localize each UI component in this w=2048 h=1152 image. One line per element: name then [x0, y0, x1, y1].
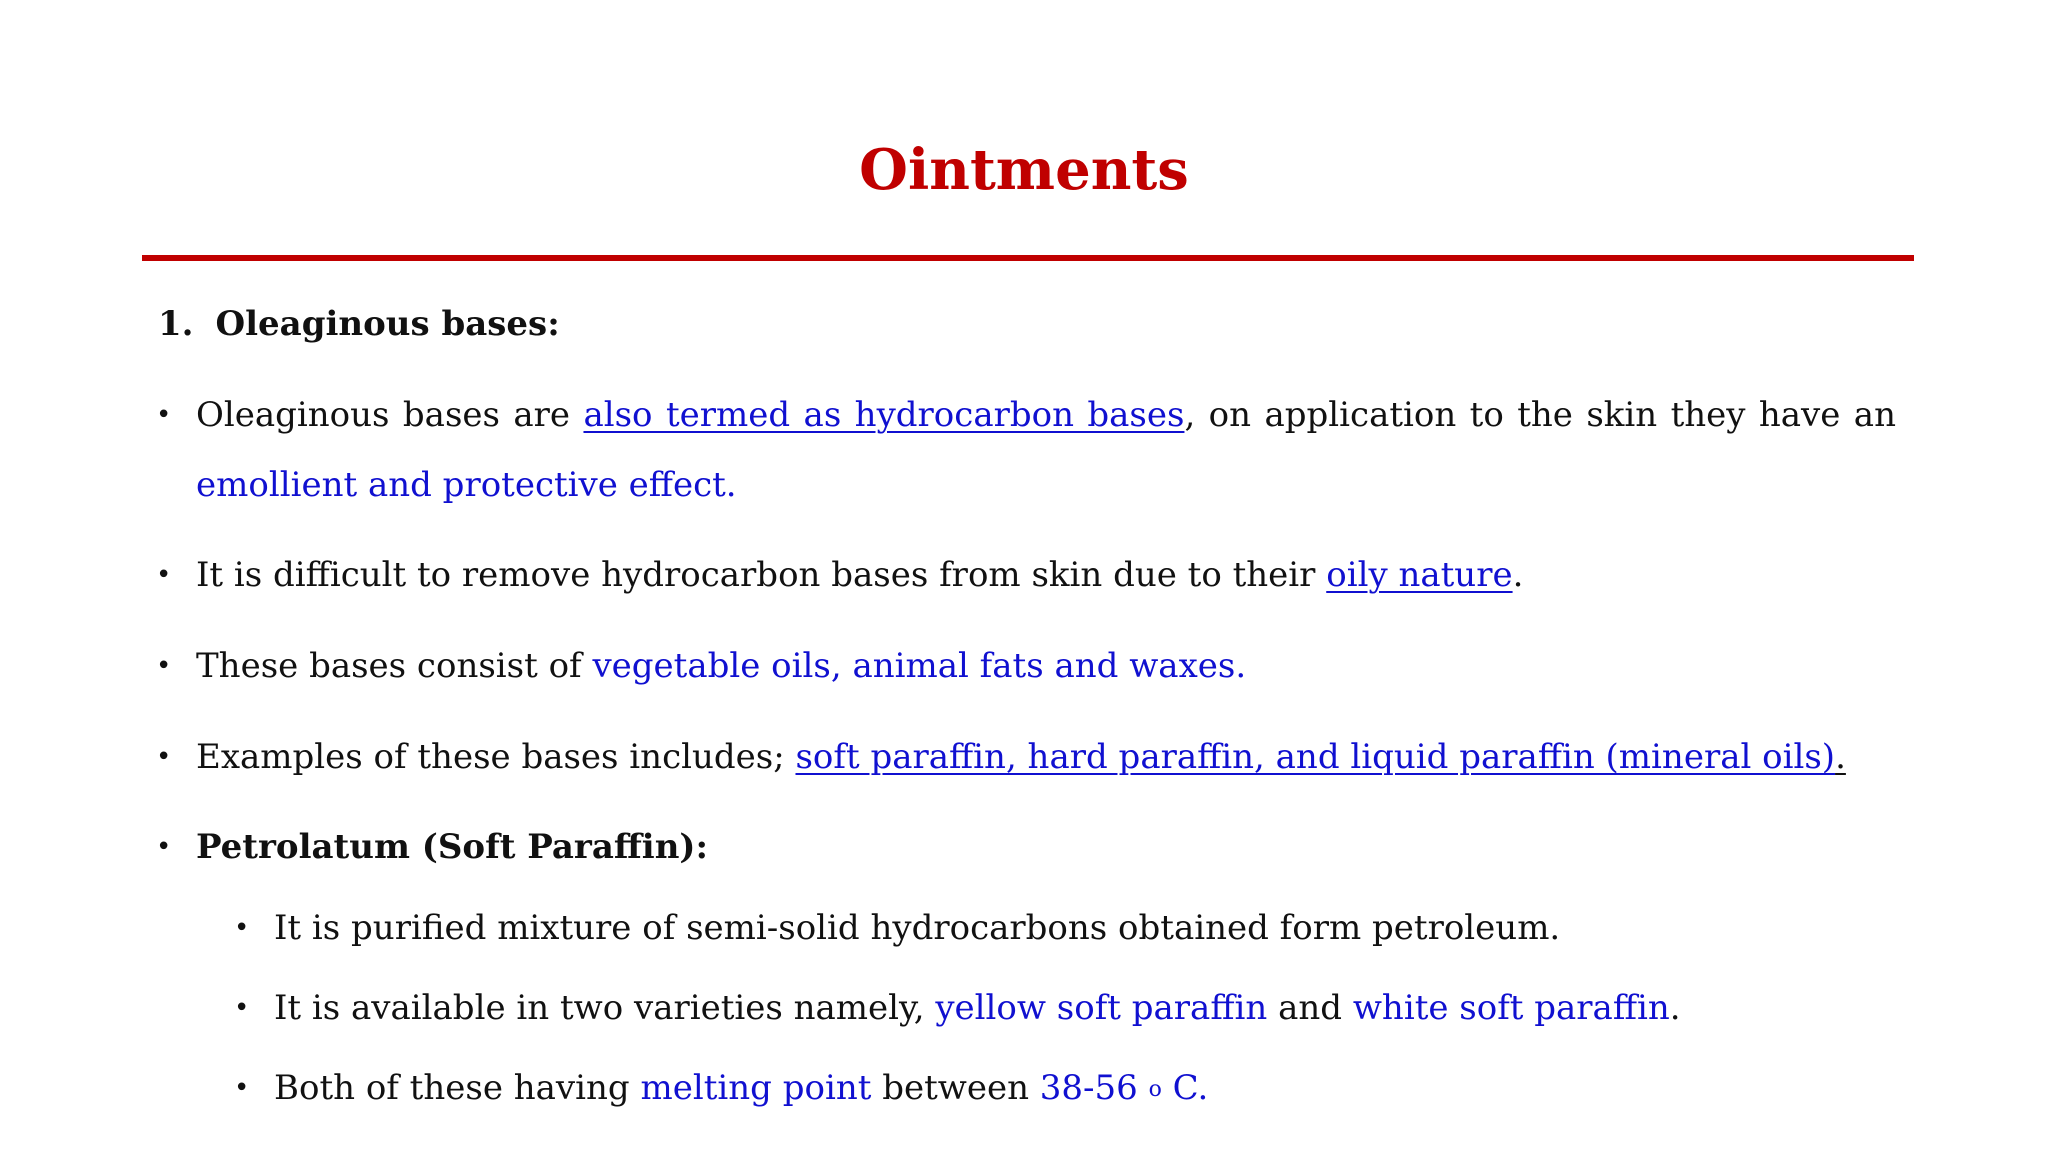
slide-title: Ointments	[859, 137, 1189, 203]
sub-bullet-2-text: It is available in two varieties namely,	[274, 988, 936, 1028]
bullet-dot: •	[156, 832, 172, 862]
sub-bullet-2	[274, 986, 1681, 1030]
celsius-unit: C.	[1161, 1068, 1209, 1108]
sub-bullet-dot: •	[234, 993, 250, 1023]
bullet-3-text: These bases consist of	[196, 646, 593, 686]
bullet-dot: •	[156, 651, 172, 681]
bullet-dot: •	[156, 742, 172, 772]
bullet-1-line-2: emollient and protective effect.	[196, 465, 737, 505]
sub-bullet-2-period: .	[1669, 988, 1681, 1028]
bullet-dot: •	[156, 400, 172, 430]
bullet-1-text: Oleaginous bases are	[196, 395, 584, 435]
petrolatum-heading: Petrolatum (Soft Paraffin):	[196, 827, 709, 867]
sub-bullet-3-between: between	[871, 1068, 1040, 1108]
sub-bullet-3	[274, 1066, 1208, 1110]
bullet-2-text: It is difficult to remove hydrocarbon bases from skin due to their	[196, 555, 1327, 595]
bullet-4-period: .	[1835, 737, 1846, 777]
bullet-2	[196, 553, 1523, 597]
bullet-2-period: .	[1512, 555, 1524, 595]
sub-bullet-dot: •	[234, 913, 250, 943]
bullet-4	[196, 735, 1846, 779]
bullet-3	[196, 644, 1246, 688]
melting-range-value: 38-56	[1039, 1068, 1149, 1108]
section-number: 1.	[158, 304, 194, 344]
oily-nature-link[interactable]: oily nature	[1326, 555, 1513, 595]
section-heading	[158, 302, 560, 346]
hydrocarbon-bases-link[interactable]: also termed as hydrocarbon bases	[583, 395, 1185, 435]
melting-point-term: melting point	[640, 1068, 872, 1108]
section-title: Oleaginous bases:	[215, 304, 560, 344]
white-soft-paraffin: white soft paraffin	[1352, 988, 1670, 1028]
bullet-1-text-cont: , on application to the skin they have an	[1184, 395, 1896, 435]
degree-symbol: o	[1148, 1077, 1162, 1102]
sub-bullet-3-text: Both of these having	[274, 1068, 641, 1108]
bullet-dot: •	[156, 560, 172, 590]
paraffin-examples-link[interactable]: soft paraffin, hard paraffin, and liquid paraffin (mineral oils)	[795, 737, 1836, 777]
sub-bullet-2-and: and	[1267, 988, 1353, 1028]
bullet-3-highlight: vegetable oils, animal fats and waxes.	[592, 646, 1247, 686]
sub-bullet-dot: •	[234, 1073, 250, 1103]
sub-bullet-1: It is purified mixture of semi-solid hydrocarbons obtained form petroleum.	[274, 908, 1561, 948]
bullet-4-text: Examples of these bases includes;	[196, 737, 796, 777]
bullet-1-line-1	[196, 393, 1896, 437]
yellow-soft-paraffin: yellow soft paraffin	[935, 988, 1268, 1028]
